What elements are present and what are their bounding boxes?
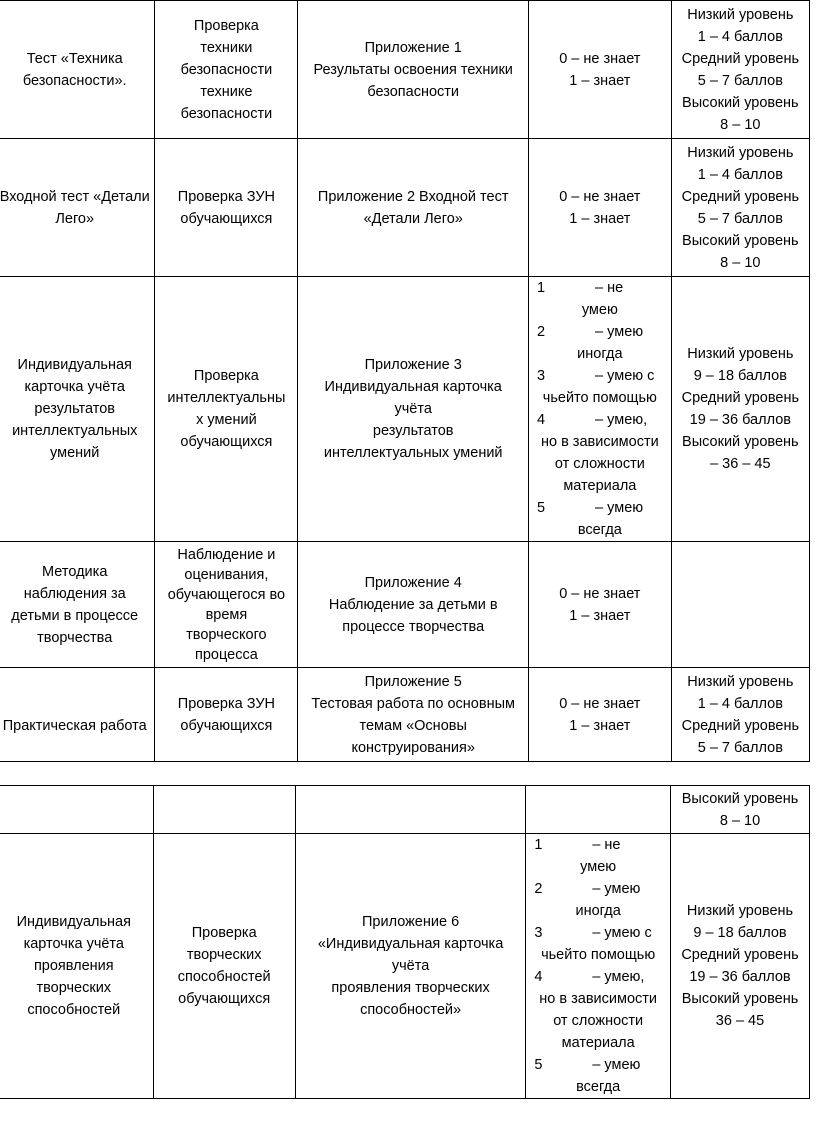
table-row	[0, 277, 810, 542]
method-cell: Индивидуальная карточка учёта результатов интеллектуальных умений	[0, 277, 155, 542]
appendix-cell: Приложение 6 «Индивидуальная карточка учёта проявления творческих способностей»	[295, 834, 526, 1099]
method-cell: Индивидуальная карточка учёта проявления творческих способностей	[0, 834, 153, 1099]
scale-cell: 1 – не умею 2 – умею иногда 3 – умею с чьейто помощью 4 – умею, но в зависимости от сложности материала 5 – умею всегда	[526, 834, 671, 1099]
table-row	[0, 786, 810, 834]
levels-cell: Высокий уровень 8 – 10	[671, 786, 810, 834]
levels-cell	[671, 542, 809, 668]
criteria-cell: 0 – не знает 1 – знает	[529, 542, 672, 668]
table-row	[0, 542, 810, 668]
scale-cell: 1 – не умею 2 – умею иногда 3 – умею с чьейто помощью 4 – умею, но в зависимости от сложности материала 5 – умею всегда	[529, 277, 672, 542]
appendix-cell	[295, 786, 526, 834]
scale-item: 3 – умею с	[537, 368, 655, 384]
purpose-cell: Проверка ЗУН обучающихся	[155, 668, 298, 762]
scale-item: 1 – не	[537, 280, 624, 296]
levels-cell: Низкий уровень 9 – 18 баллов Средний уровень 19 – 36 баллов Высокий уровень 36 – 45	[671, 834, 810, 1099]
scale-item: 1 – не	[534, 837, 621, 853]
scale-item: 2 – умею	[534, 881, 641, 897]
criteria-cell	[526, 786, 671, 834]
method-cell: Тест «Техника безопасности».	[0, 1, 155, 139]
scale-item: 5 – умею	[534, 1057, 641, 1073]
levels-cell: Низкий уровень 9 – 18 баллов Средний уровень 19 – 36 баллов Высокий уровень – 36 – 45	[671, 277, 809, 542]
purpose-cell: Наблюдение и оценивания, обучающегося во время творческого процесса	[155, 542, 298, 668]
scale-item: 5 – умею	[537, 500, 644, 516]
purpose-cell: Проверка техники безопасности технике безопасности	[155, 1, 298, 139]
method-cell: Методика наблюдения за детьми в процессе творчества	[0, 542, 155, 668]
purpose-cell: Проверка ЗУН обучающихся	[155, 139, 298, 277]
appendix-cell: Приложение 1 Результаты освоения техники безопасности	[298, 1, 529, 139]
levels-cell: Низкий уровень 1 – 4 баллов Средний уровень 5 – 7 баллов	[671, 668, 809, 762]
appendix-cell: Приложение 2 Входной тест «Детали Лего»	[298, 139, 529, 277]
appendix-cell: Приложение 5 Тестовая работа по основным темам «Основы конструирования»	[298, 668, 529, 762]
purpose-cell: Проверка интеллектуальны х умений обучающихся	[155, 277, 298, 542]
table-row	[0, 139, 810, 277]
criteria-cell: 0 – не знает 1 – знает	[529, 1, 672, 139]
scale-item: 3 – умею с	[534, 925, 652, 941]
method-cell: Входной тест «Детали Лего»	[0, 139, 155, 277]
purpose-cell	[153, 786, 295, 834]
table-row	[0, 834, 810, 1099]
scale-item: 4 – умею,	[534, 969, 645, 985]
method-cell: Практическая работа	[0, 668, 155, 762]
appendix-cell: Приложение 4 Наблюдение за детьми в процессе творчества	[298, 542, 529, 668]
appendix-cell: Приложение 3 Индивидуальная карточка учёта результатов интеллектуальных умений	[298, 277, 529, 542]
levels-cell: Низкий уровень 1 – 4 баллов Средний уровень 5 – 7 баллов Высокий уровень 8 – 10	[671, 1, 809, 139]
method-cell	[0, 786, 153, 834]
scale-item: 2 – умею	[537, 324, 644, 340]
table-row	[0, 1, 810, 139]
criteria-cell: 0 – не знает 1 – знает	[529, 668, 672, 762]
scale-item: 4 – умею,	[537, 412, 648, 428]
table-row	[0, 668, 810, 762]
criteria-cell: 0 – не знает 1 – знает	[529, 139, 672, 277]
levels-cell: Низкий уровень 1 – 4 баллов Средний уровень 5 – 7 баллов Высокий уровень 8 – 10	[671, 139, 809, 277]
assessment-table-continued	[0, 785, 810, 1099]
purpose-cell: Проверка творческих способностей обучающихся	[153, 834, 295, 1099]
